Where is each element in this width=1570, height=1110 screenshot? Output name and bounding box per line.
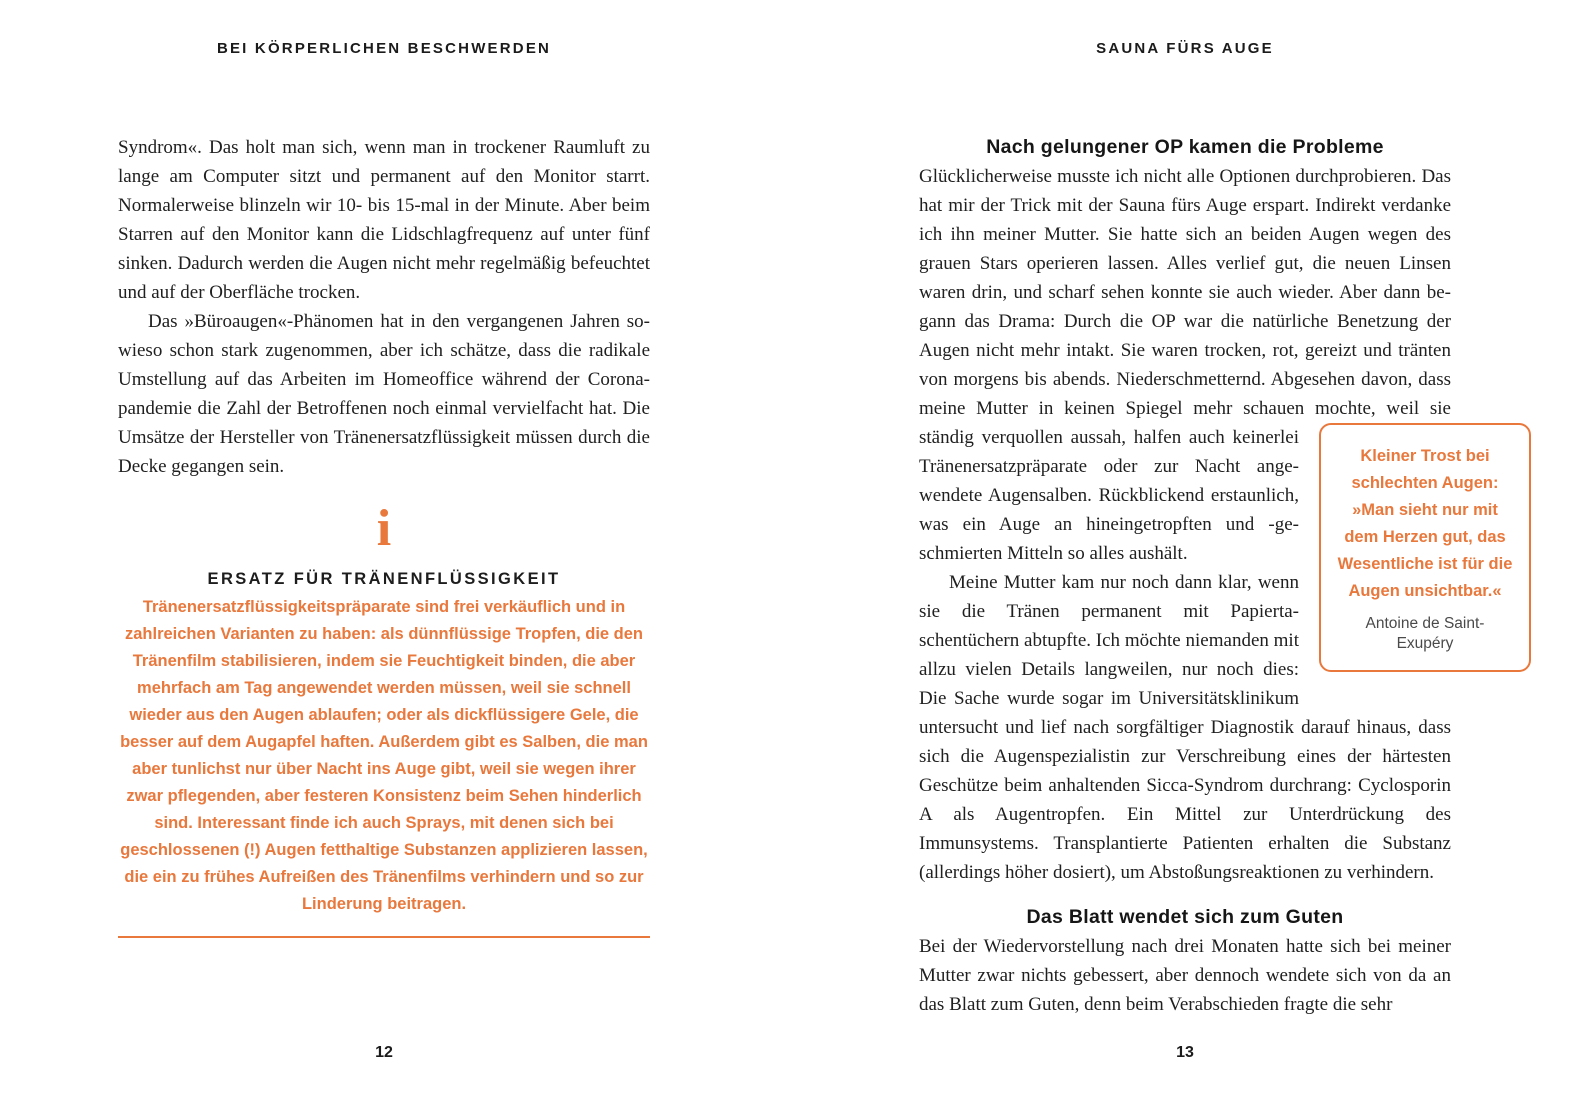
- body-paragraph: Syndrom«. Das holt man sich, wenn man in trockener Raumluft zu lange am Computer sitzt und permanent auf den Monitor starrt. Normalerweise blinzeln wir 10- bis 15-mal in der Minute. Aber beim Starren auf den Monitor kann die Lidschlagfrequenz auf unter fünf sinken. Dadurch werden die Augen nicht mehr regelmäßig befeuchtet und auf der Oberfläche trocken.: [118, 137, 650, 303]
- right-running-header: SAUNA FÜRS AUGE: [1096, 40, 1274, 57]
- quote-attribution: Antoine de Saint-Exupéry: [1365, 615, 1485, 652]
- section-heading: Nach gelungener OP kamen die Probleme: [986, 136, 1384, 158]
- quote-box: [1319, 423, 1531, 672]
- body-paragraph: [919, 162, 1513, 652]
- body-paragraph: Meine Mutter kam nur noch dann klar, wenn sie die Tränen permanent mit Papiertaschentüchern abtupfte. Ich möchte niemanden mit allzu vielen Details langweilen, nur noch dies: Die Sache wurde sogar im Universitätsklinikum untersucht und lief nach sorgfältiger Diagnostik darauf hinaus, dass sich die Augenspezialistin zur Verschreibung eines der härtesten Geschütze beim anhaltenden Sicca-Syndrom durchrang: Cyclosporin A als Augentropfen. Ein Mittel zur Unterdrückung des Immunsystems. Transplantierte Patienten erhalten die Substanz (allerdings höher dosiert), um Abstoßungsreaktionen zu verhindern.: [919, 572, 1451, 883]
- paragraph-text: Glücklicherweise musste ich nicht alle Optionen durchprobieren. Das hat mir der Trick mit der Sauna fürs Auge erspart. Indirekt verdanke ich ihn meiner Mutter. Sie hatte sich an beiden Augen wegen des grauen Stars operieren lassen. Alles verlief gut, die neuen Linsen waren drin, und scharf sehen konnte sie auch wieder. Aber dann begann das Drama: Durch die OP war die natürliche Benetzung der Augen nicht mehr intakt. Sie waren trocken, rot, gereizt und tränten von morgens bis abends. Niederschmetternd. Abgesehen davon, dass meine Mutter in keinen Spiegel mehr schauen mochte, weil sie: [919, 166, 1451, 419]
- left-page-text-column: [118, 133, 650, 938]
- right-page-number: 13: [1176, 1044, 1194, 1061]
- info-box-body: Tränenersatzflüssigkeitspräparate sind frei verkäuflich und in zahlreichen Varianten zu haben: als dünnflüssige Tropfen, die den Tränenfilm stabilisieren, indem sie Feuchtigkeit binden, die aber mehrfach am Tag angewendet werden müssen, weil sie schnell wieder aus den Augen ablaufen; oder als dickflüssigere Gele, die besser auf dem Augapfel haften. Außerdem gibt es Salben, die man aber tunlichst nur über Nacht ins Auge gibt, weil sie wegen ihrer zwar pflegenden, aber festeren Konsistenz beim Sehen hinderlich sind. Interessant finde ich auch Sprays, mit denen sich bei geschlossenen (!) Augen fetthaltige Substanzen applizieren lassen, die ein zu frühes Aufreißen des Tränenfilms verhindern und so zur Linderung beitragen.: [120, 598, 648, 913]
- paragraph-text: ständig verquollen aussah, halfen auch keinerlei Tränenersatzpräparate oder zur Nacht angewendete Augensalben. Rückblickend erstaunlich, was ein Auge an hineingetropften und -geschmierten Mitteln so alles aushält.: [919, 427, 1299, 564]
- right-page-text-column: [919, 133, 1513, 1019]
- info-box: [118, 500, 650, 938]
- body-paragraph: Bei der Wiedervorstellung nach drei Monaten hatte sich bei meiner Mutter zwar nichts gebessert, aber dennoch wendete sich von da an das Blatt zum Guten, denn beim Verabschieden fragte die sehr: [919, 936, 1451, 1015]
- left-page-number: 12: [375, 1044, 393, 1061]
- divider-rule: [118, 936, 650, 938]
- info-box-heading: ERSATZ FÜR TRÄNENFLÜSSIGKEIT: [207, 570, 561, 588]
- quote-text: Kleiner Trost bei schlechten Augen: »Man sieht nur mit dem Herzen gut, das Wesentliche ist für die Augen unsichtbar.«: [1337, 447, 1513, 600]
- body-paragraph: Das »Büroaugen«-Phänomen hat in den vergangenen Jahren sowieso schon stark zugenommen, aber ich schätze, dass die radikale Umstellung auf das Arbeiten im Homeoffice während der Coronapandemie die Zahl der Betroffenen noch einmal vervielfacht hat. Die Umsätze der Hersteller von Tränenersatzflüssigkeit müssen durch die Decke gegangen sein.: [118, 311, 650, 477]
- left-running-header: BEI KÖRPERLICHEN BESCHWERDEN: [216, 40, 552, 57]
- info-icon: i: [376, 500, 392, 557]
- section-heading: Das Blatt wendet sich zum Guten: [1026, 906, 1344, 928]
